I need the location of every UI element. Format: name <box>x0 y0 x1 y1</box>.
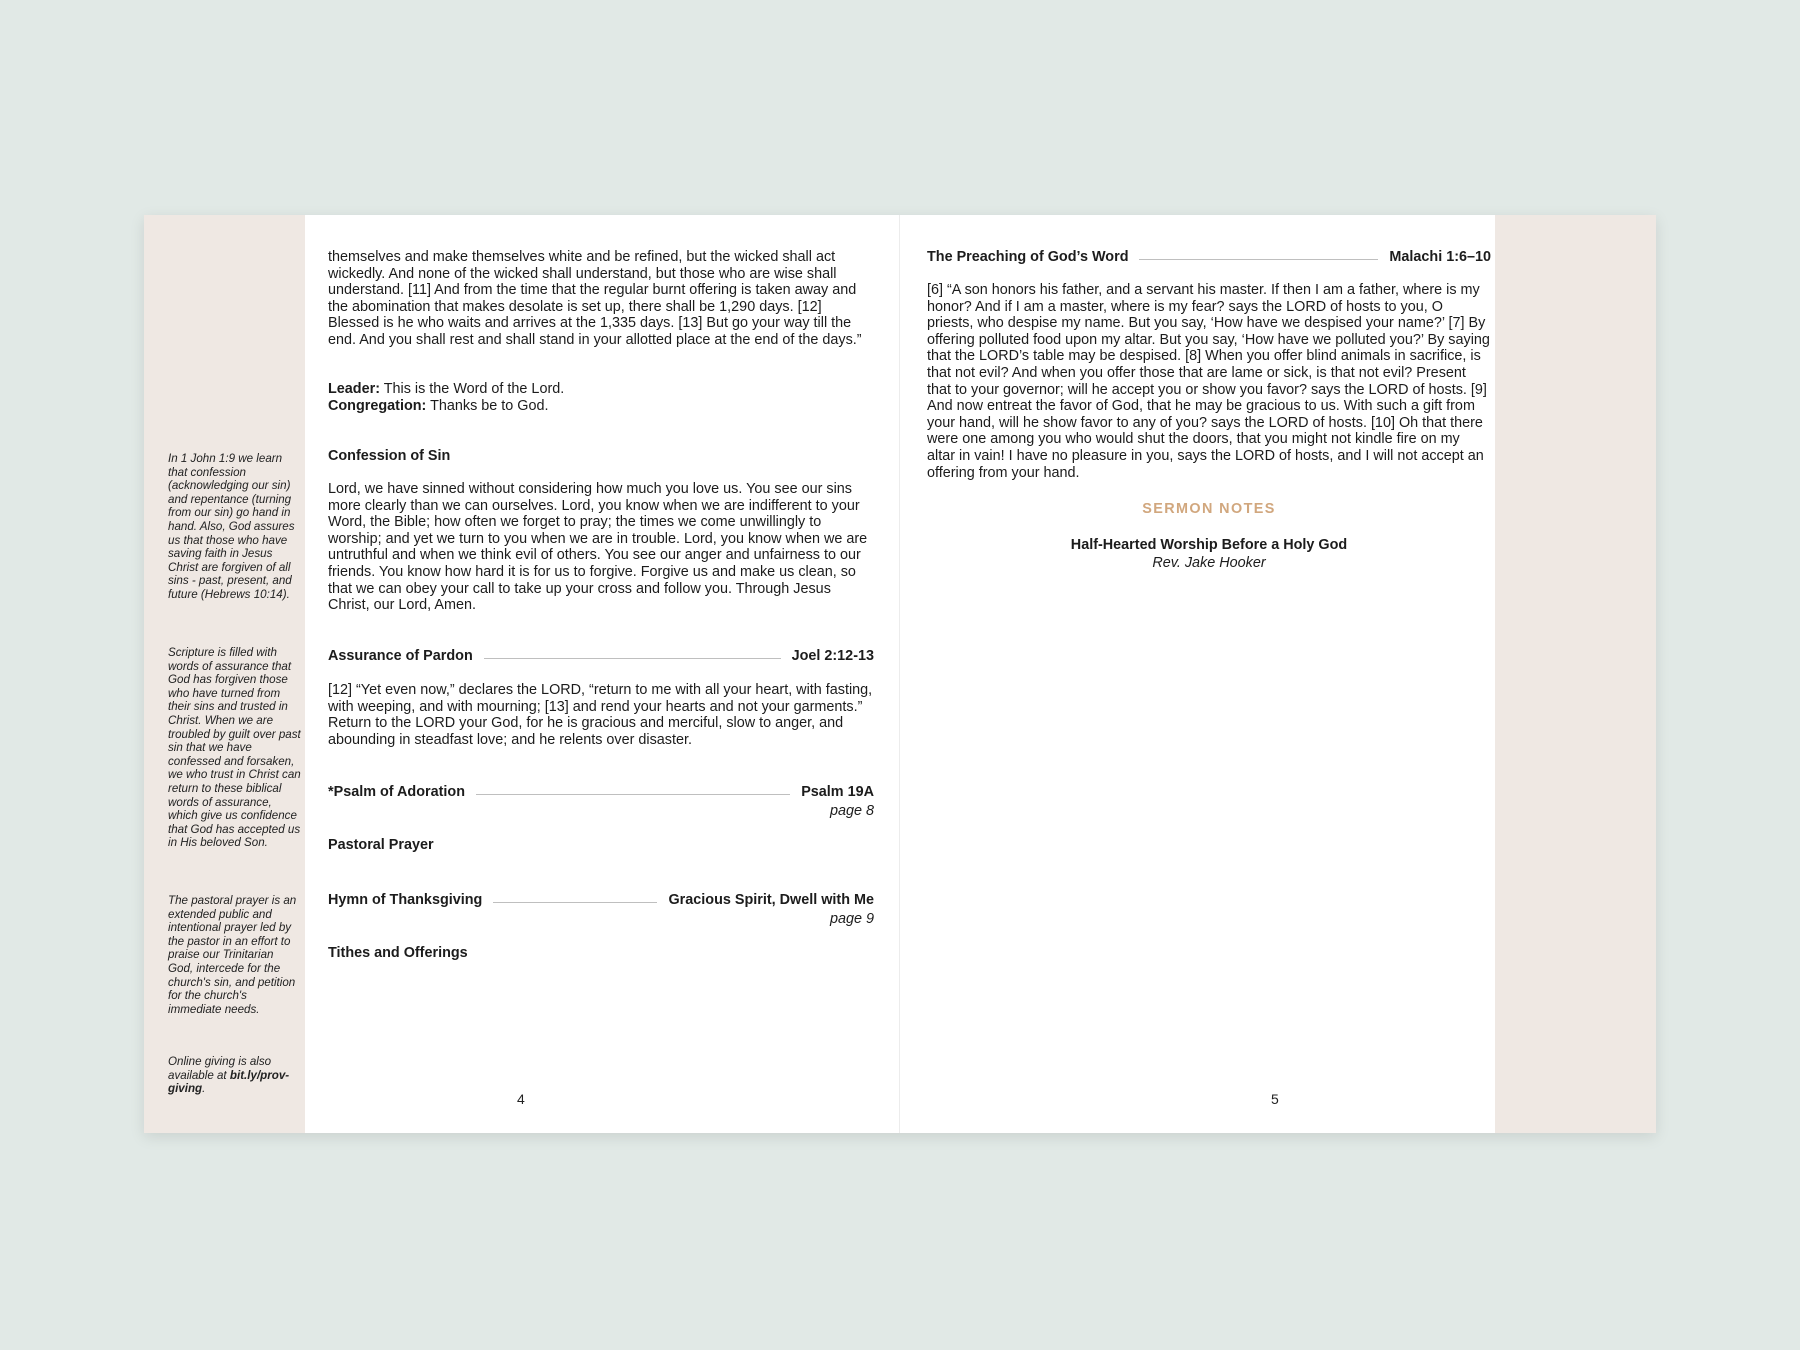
gutter-divider <box>899 215 900 1133</box>
heading-rule <box>493 892 657 903</box>
sidebar-note-prayer <box>168 894 301 1016</box>
leader-text: This is the Word of the Lord. <box>383 381 565 397</box>
left-page <box>328 249 874 1069</box>
left-margin-column <box>144 215 305 1133</box>
reading-text: themselves and make themselves white and be refined, but the wicked shall act wickedly. And none of the wicked shall understand, but those who are wise shall understand. [11] And from the time that the regular burnt offering is taken away and the abomination that makes desolate is set up, there shall be 1,290 days. [12] Blessed is he who waits and arrives at the 1,335 days. [13] But go your way till the end. And you shall rest and shall stand in your allotted place at the end of the days.” <box>328 249 862 348</box>
hymn-reference <box>668 892 874 927</box>
preaching-heading-row <box>927 249 1491 266</box>
psalm-heading-row <box>328 784 874 819</box>
pardon-ref-text: Joel 2:12-13 <box>791 648 874 664</box>
sermon-preacher: Rev. Jake Hooker <box>1152 555 1266 571</box>
sidebar-note-assurance <box>168 646 301 850</box>
booklet-spread <box>144 215 1656 1133</box>
heading-rule <box>484 648 781 659</box>
pardon-text: [12] “Yet even now,” declares the LORD, “return to me with all your heart, with fasting, with weeping, and with mourning; [13] and rend your hearts and not your garments.” Return to the LORD your God, for he is gracious and merciful, slow to anger, and abounding in steadfast love; and he relents over disaster. <box>328 682 873 748</box>
leader-label: Leader: <box>328 381 380 397</box>
pardon-heading: Assurance of Pardon <box>328 648 473 664</box>
sidebar-note-text: Scripture is filled with words of assurance that God has forgiven those who have turned from their sins and trusted in Christ. When we are troubled by guilt over past sin that we have confessed and forsaken, we who trust in Christ can return to these biblical words of assurance, which give us confidence that God has accepted us in His beloved Son. <box>168 646 301 850</box>
sidebar-note-confession <box>168 452 301 602</box>
preaching-scripture <box>927 282 1491 481</box>
sidebar-note-text: The pastoral prayer is an extended public and intentional prayer led by the pastor in an effort to praise our Trinitarian God, intercede for the church's sin, and petition for the church's immediate needs. <box>168 894 297 1016</box>
hymn-page-ref: page 9 <box>829 910 874 927</box>
tithes-heading: Tithes and Offerings <box>328 945 468 961</box>
hymn-heading-row <box>328 892 874 927</box>
preaching-heading: The Preaching of God’s Word <box>927 249 1129 265</box>
pardon-reference <box>792 648 874 665</box>
pardon-scripture <box>328 682 874 748</box>
pastoral-prayer-heading: Pastoral Prayer <box>328 837 434 853</box>
sidebar-note-giving <box>168 1055 301 1096</box>
scripture-reading-continued <box>328 249 874 349</box>
hymn-heading: Hymn of Thanksgiving <box>328 892 483 908</box>
giving-period: . <box>202 1082 206 1096</box>
response-lines <box>328 381 874 414</box>
preaching-reference <box>1389 249 1491 266</box>
congregation-label: Congregation: <box>328 397 427 414</box>
preaching-text: [6] “A son honors his father, and a servant his master. If then I am a father, where is my honor? And if I am a master, where is my fear? says the LORD of hosts to you, O priests, who despise my name. But you say, ‘How have we despised your name?’ [7] By offering polluted food upon my altar. But you say, ‘How have we polluted you?’ By saying that the LORD’s table may be despised. [8] When you offer blind animals in sacrifice, is that not evil? And when you offer those that are lame or sick, is that not evil? Present that to your governor; will he accept you or show you favor? says the LORD of hosts. [9] And now entreat the favor of God, that he may be gracious to us. With such a gift from your hand, will he show favor to any of you? says the LORD of hosts. [10] Oh that there were one among you who would shut the doors, that you might not kindle fire on my altar in vain! I have no pleasure in you, says the LORD of hosts, and I will not accept an offering from your hand. <box>927 282 1490 481</box>
sermon-title: Half-Hearted Worship Before a Holy God <box>1070 537 1348 553</box>
confession-prayer <box>328 481 874 614</box>
pardon-heading-row <box>328 648 874 665</box>
psalm-heading: *Psalm of Adoration <box>328 784 465 800</box>
giving-text: Online giving is also available at <box>168 1055 272 1082</box>
page-number-left: 4 <box>517 1091 525 1107</box>
leader-line <box>328 381 874 398</box>
confession-text: Lord, we have sinned without considering how much you love us. You see our sins more clearly than we can ourselves. Lord, you know when we are indifferent to your Word, the Bible; how often we forget to pray; the times we come unwillingly to worship; and yet we turn to you when we are in trouble. Lord, you know when we are untruthful and when we think evil of others. You see our anger and unfairness to our friends. You know how hard it is for us to forgive. Forgive us and make us clean, so that we can obey your call to take up your cross and follow you. Through Jesus Christ, our Lord, Amen. <box>328 481 868 614</box>
confession-heading: Confession of Sin <box>328 448 451 464</box>
psalm-page-ref: page 8 <box>829 802 874 819</box>
heading-rule <box>1139 249 1378 260</box>
right-page <box>927 249 1491 1069</box>
preaching-ref-text: Malachi 1:6–10 <box>1389 249 1491 265</box>
sidebar-note-text <box>168 1055 301 1096</box>
heading-rule <box>476 784 790 795</box>
right-margin-column <box>1495 215 1656 1133</box>
psalm-ref-text: Psalm 19A <box>801 784 874 800</box>
congregation-line <box>328 398 874 415</box>
hymn-ref-text: Gracious Spirit, Dwell with Me <box>668 892 874 908</box>
psalm-reference <box>801 784 874 819</box>
page-number-right: 5 <box>1271 1091 1279 1107</box>
sermon-notes-label: SERMON NOTES <box>1142 501 1276 517</box>
congregation-text: Thanks be to God. <box>430 397 549 414</box>
sidebar-note-text: In 1 John 1:9 we learn that confession (acknowledging our sin) and repentance (turning from our sin) go hand in hand. Also, God assures us that those who have saving faith in Jesus Christ are forgiven of all sins - past, present, and future (Hebrews 10:14). <box>168 452 295 601</box>
giving-link[interactable]: bit.ly/prov-giving <box>168 1068 290 1096</box>
